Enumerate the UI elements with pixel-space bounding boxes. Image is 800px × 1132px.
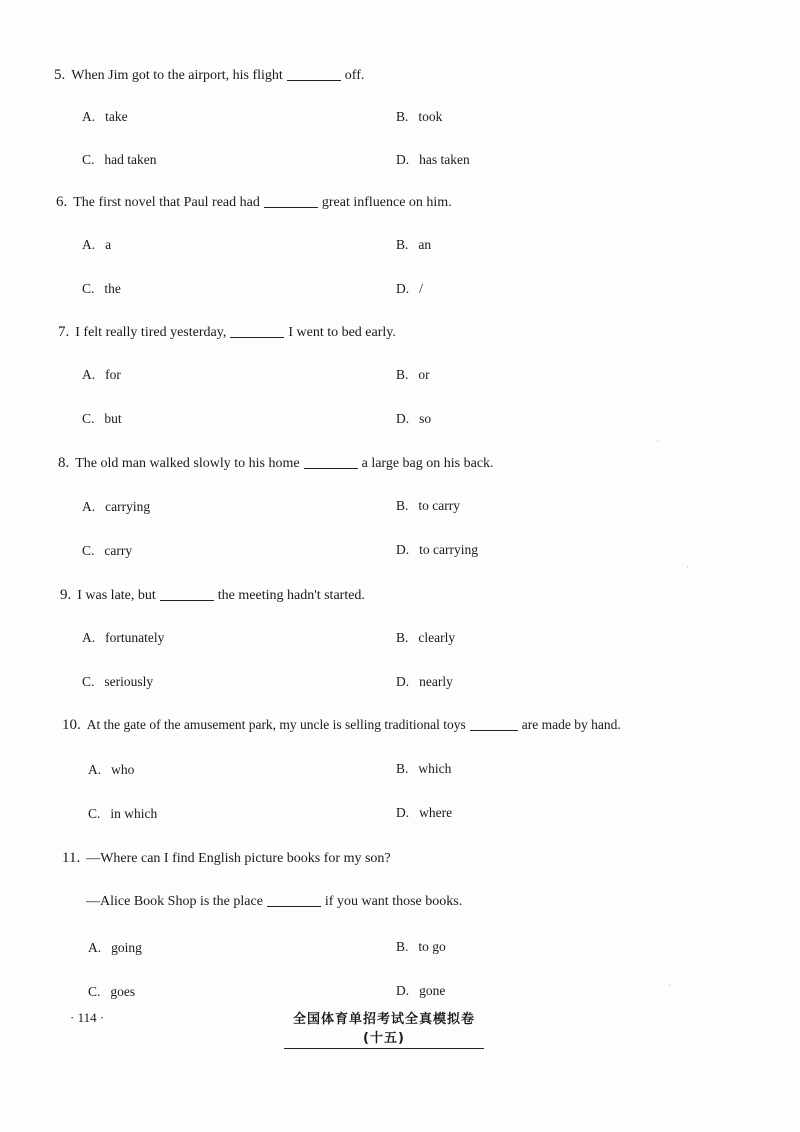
question-text-after: a large bag on his back.	[361, 456, 494, 471]
option-letter: C.	[82, 411, 95, 426]
option-letter: C.	[88, 984, 101, 999]
option-text: goes	[110, 984, 136, 999]
option-b	[396, 236, 431, 254]
question-text-before: At the gate of the amusement park, my uncle is selling traditional toys	[86, 717, 466, 732]
option-b	[396, 108, 442, 126]
option-d	[396, 280, 423, 298]
option-letter: D.	[396, 411, 410, 426]
option-text: but	[104, 411, 122, 426]
option-text: took	[418, 109, 443, 124]
option-text: which	[418, 761, 452, 776]
option-text: to carrying	[419, 542, 478, 557]
question-text-before: When Jim got to the airport, his flight	[71, 68, 283, 83]
question-text-after: I went to bed early.	[288, 325, 396, 340]
option-text: has taken	[419, 152, 470, 167]
option-letter: C.	[82, 152, 95, 167]
option-letter: D.	[396, 281, 410, 296]
answer-blank	[287, 79, 341, 81]
question-text-after: great influence on him.	[321, 195, 452, 210]
dialog-line-1: —Where can I find English picture books for my son?	[86, 851, 391, 866]
answer-blank	[230, 336, 284, 338]
option-letter: C.	[88, 806, 101, 821]
exam-title-footer: 全国体育单招考试全真模拟卷(十五)	[284, 1008, 484, 1049]
option-text: /	[419, 281, 423, 296]
option-text: to go	[418, 939, 446, 954]
option-a	[88, 939, 142, 957]
option-letter: C.	[82, 281, 95, 296]
question-text-after: are made by hand.	[521, 717, 621, 732]
question-number: 7.	[58, 324, 70, 340]
option-text: where	[419, 805, 453, 820]
option-text: seriously	[104, 674, 154, 689]
question-number: 9.	[60, 587, 72, 603]
answer-blank	[264, 206, 318, 208]
option-d	[396, 804, 452, 822]
question-text-after: the meeting hadn't started.	[217, 588, 365, 603]
option-text: so	[419, 411, 432, 426]
option-c	[88, 983, 135, 1001]
question-number: 8.	[58, 455, 70, 471]
option-text: to carry	[418, 498, 460, 513]
question-5-stem	[54, 66, 364, 85]
scan-speck: ·	[686, 562, 689, 572]
option-letter: A.	[82, 237, 96, 252]
answer-blank	[267, 905, 321, 907]
option-text: for	[105, 367, 121, 382]
option-d	[396, 982, 445, 1000]
option-c	[82, 280, 121, 298]
question-text-after: if you want those books.	[324, 894, 463, 909]
scan-speck: ·	[656, 436, 659, 446]
question-11-dialog-line-2	[86, 893, 462, 911]
option-letter: B.	[396, 630, 409, 645]
option-text: gone	[419, 983, 446, 998]
option-text: fortunately	[105, 630, 165, 645]
question-6-stem	[56, 193, 452, 212]
option-text: clearly	[418, 630, 456, 645]
question-number: 11.	[62, 850, 81, 866]
question-text-after: off.	[344, 68, 365, 83]
question-number: 10.	[62, 717, 81, 733]
option-letter: D.	[396, 542, 410, 557]
option-text: the	[104, 281, 121, 296]
option-letter: A.	[88, 940, 102, 955]
option-text: carrying	[105, 499, 151, 514]
option-letter: A.	[88, 762, 102, 777]
option-d	[396, 151, 470, 169]
option-letter: D.	[396, 152, 410, 167]
option-letter: A.	[82, 630, 96, 645]
answer-blank	[470, 729, 518, 731]
option-a	[82, 498, 150, 516]
question-number: 5.	[54, 67, 66, 83]
option-letter: B.	[396, 367, 409, 382]
option-b	[396, 497, 460, 515]
option-text: an	[418, 237, 432, 252]
option-text: who	[111, 762, 135, 777]
question-text-before: —Alice Book Shop is the place	[86, 894, 263, 909]
option-text: or	[418, 367, 430, 382]
option-d	[396, 673, 453, 691]
question-10-stem	[62, 716, 621, 734]
scan-speck: ·	[668, 980, 671, 990]
question-8-stem	[58, 454, 494, 473]
question-text-before: I felt really tired yesterday,	[75, 325, 227, 340]
option-letter: D.	[396, 805, 410, 820]
option-letter: A.	[82, 109, 96, 124]
option-b	[396, 760, 451, 778]
option-a	[82, 629, 164, 647]
option-letter: C.	[82, 543, 95, 558]
option-text: take	[105, 109, 128, 124]
question-text-before: The first novel that Paul read had	[73, 195, 260, 210]
option-c	[88, 805, 157, 823]
question-number: 6.	[56, 194, 68, 210]
option-text: had taken	[104, 152, 157, 167]
page-number: · 114 ·	[70, 1010, 105, 1025]
question-9-stem	[60, 586, 365, 605]
option-c	[82, 673, 153, 691]
option-c	[82, 542, 132, 560]
option-a	[88, 761, 134, 779]
question-text-before: I was late, but	[77, 588, 156, 603]
answer-blank	[160, 599, 214, 601]
option-text: in which	[110, 806, 158, 821]
option-letter: C.	[82, 674, 95, 689]
option-text: carry	[104, 543, 133, 558]
option-c	[82, 410, 122, 428]
option-b	[396, 629, 455, 647]
option-text: going	[111, 940, 142, 955]
question-11-stem	[62, 849, 391, 868]
option-letter: B.	[396, 498, 409, 513]
option-c	[82, 151, 157, 169]
question-7-stem	[58, 323, 396, 342]
option-letter: B.	[396, 761, 409, 776]
option-letter: D.	[396, 983, 410, 998]
option-a	[82, 108, 128, 126]
option-letter: B.	[396, 939, 409, 954]
option-d	[396, 541, 478, 559]
option-a	[82, 236, 111, 254]
option-b	[396, 366, 430, 384]
answer-blank	[304, 467, 358, 469]
option-b	[396, 938, 446, 956]
option-letter: D.	[396, 674, 410, 689]
option-letter: B.	[396, 109, 409, 124]
option-letter: B.	[396, 237, 409, 252]
question-text-before: The old man walked slowly to his home	[75, 456, 300, 471]
option-text: a	[105, 237, 112, 252]
option-a	[82, 366, 121, 384]
option-d	[396, 410, 431, 428]
option-text: nearly	[419, 674, 453, 689]
option-letter: A.	[82, 367, 96, 382]
option-letter: A.	[82, 499, 96, 514]
